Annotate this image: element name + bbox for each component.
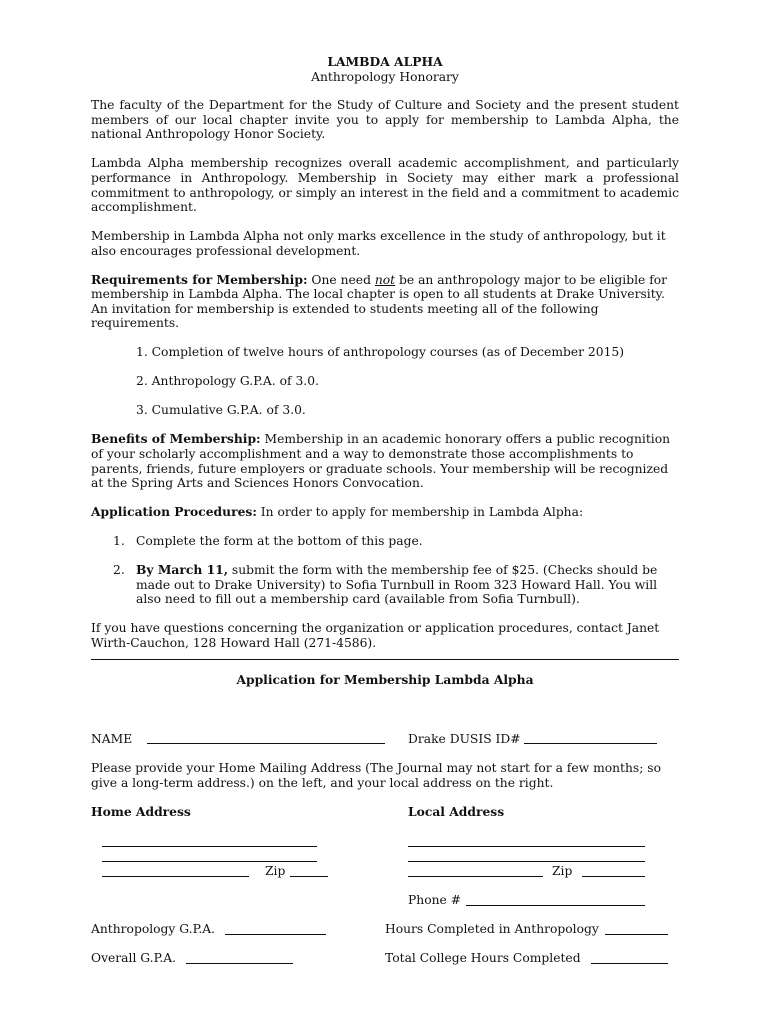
local-address-line-2[interactable]	[408, 861, 645, 862]
step-text: submit the form with the membership fee of $25. (Checks should be made out to Drake University) to Sofia Turnbull in Room 323 Howard Hall. You will also need to fill out a membership card (available from Sofia Turnbull).	[136, 563, 658, 607]
requirements-list	[91, 345, 679, 418]
requirements-heading: Requirements for Membership:	[91, 271, 308, 287]
step-text: Complete the form at the bottom of this page.	[136, 534, 423, 549]
local-zip-label: Zip	[552, 864, 573, 878]
intro-paragraph-3: Membership in Lambda Alpha not only marks excellence in the study of anthropology, but it also encourages professional development.	[91, 229, 666, 258]
requirements-text-before: One need	[307, 272, 375, 287]
procedures-text: In order to apply for membership in Lambda Alpha:	[256, 505, 584, 520]
total-hours-label: Total College Hours Completed	[385, 951, 581, 965]
step-number: 2.	[113, 563, 125, 578]
local-address-line-3[interactable]	[408, 876, 543, 877]
benefits-heading: Benefits of Membership:	[91, 431, 261, 447]
home-zip-field[interactable]	[290, 876, 328, 877]
page-subtitle: Anthropology Honorary	[311, 69, 459, 84]
requirement-item: 1. Completion of twelve hours of anthropology courses (as of December 2015)	[136, 345, 625, 360]
home-address-line-2[interactable]	[102, 861, 317, 862]
total-hours-field[interactable]	[591, 963, 668, 964]
name-field[interactable]	[147, 743, 385, 744]
divider	[91, 659, 679, 660]
intro-paragraph-1: The faculty of the Department for the Study of Culture and Society and the present student members of our local chapter invite you to apply for membership to Lambda Alpha, the national Anthropology Honor Society.	[91, 98, 679, 142]
home-address-line-3[interactable]	[102, 876, 249, 877]
procedures-list	[91, 534, 679, 607]
page-title: LAMBDA ALPHA	[327, 54, 443, 69]
overall-gpa-field[interactable]	[186, 963, 293, 964]
intro-paragraph-2: Lambda Alpha membership recognizes overall academic accomplishment, and particularly performance in Anthropology. Membership in Society may either mark a professional commitment to anthropology, or simply an interest in the field and a commitment to academic accomplishment.	[91, 156, 679, 215]
benefits-text: Membership in an academic honorary offers a public recognition of your scholarly accomplishment and a way to demonstrate those accomplishments to parents, friends, future employers or graduate schools. Your membership will be recognized at the Spring Arts and Sciences Honors Convocation.	[91, 432, 671, 491]
anthropology-gpa-field[interactable]	[225, 934, 326, 935]
local-address-heading: Local Address	[408, 804, 505, 819]
procedures-heading: Application Procedures:	[91, 504, 257, 520]
local-zip-field[interactable]	[582, 876, 645, 877]
home-address-line-1[interactable]	[102, 846, 317, 847]
anthropology-gpa-label: Anthropology G.P.A.	[91, 922, 216, 936]
deadline: By March 11,	[136, 562, 228, 578]
requirement-item: 2. Anthropology G.P.A. of 3.0.	[136, 374, 319, 389]
contact-paragraph: If you have questions concerning the organization or application procedures, contact Janet Wirth-Cauchon, 128 Howard Hall (271-4586).	[91, 621, 660, 650]
requirements-text-after: be an anthropology major to be eligible for membership in Lambda Alpha. The local chapter is open to all students at Drake University. An invitation for membership is extended to students meeting all of the following requirements.	[91, 272, 668, 331]
benefits-paragraph	[91, 432, 679, 490]
dusis-field[interactable]	[524, 743, 657, 744]
requirements-emphasis: not	[374, 272, 396, 287]
name-label: NAME	[91, 732, 133, 746]
phone-label: Phone #	[408, 893, 462, 907]
hours-anthropology-field[interactable]	[605, 934, 668, 935]
hours-anthropology-label: Hours Completed in Anthropology	[385, 922, 599, 936]
requirement-item: 3. Cumulative G.P.A. of 3.0.	[136, 403, 306, 418]
dusis-label: Drake DUSIS ID#	[408, 732, 521, 746]
document-page	[91, 55, 679, 687]
phone-field[interactable]	[466, 905, 645, 906]
address-note: Please provide your Home Mailing Address (The Journal may not start for a few months; so give a long-term address.) on the left, and your local address on the right.	[91, 761, 661, 790]
form-title: Application for Membership Lambda Alpha	[236, 671, 534, 687]
local-address-line-1[interactable]	[408, 846, 645, 847]
step-number: 1.	[113, 534, 125, 549]
overall-gpa-label: Overall G.P.A.	[91, 951, 177, 965]
requirements-paragraph	[91, 273, 679, 331]
procedures-paragraph	[91, 505, 679, 520]
home-address-heading: Home Address	[91, 804, 191, 819]
procedure-step	[91, 534, 679, 549]
procedure-step	[91, 563, 679, 607]
home-zip-label: Zip	[265, 864, 286, 878]
